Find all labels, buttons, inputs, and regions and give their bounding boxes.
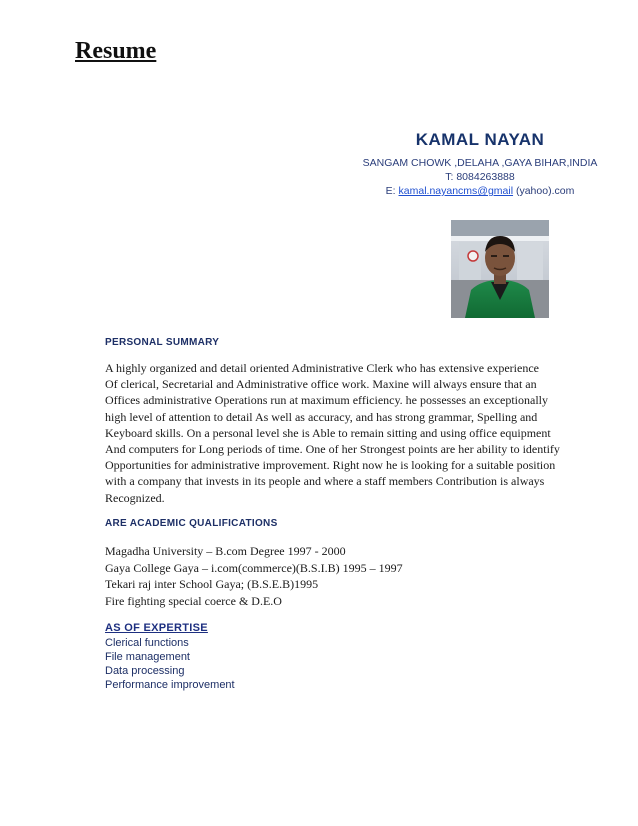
academic-item: Tekari raj inter School Gaya; (B.S.E.B)1995 bbox=[105, 577, 319, 591]
summary-line: Keyboard skills. On a personal level she is Able to remain sitting and using office equipment bbox=[105, 425, 551, 440]
academic-item: Fire fighting special coerce & D.E.O bbox=[105, 593, 282, 608]
resume-title: Resume bbox=[75, 38, 157, 64]
expertise-item: Clerical functions bbox=[105, 637, 189, 649]
summary-line: Recognized. bbox=[105, 490, 165, 505]
summary-line: And computers for Long periods of time. One of her Strongest points are her ability to identify bbox=[105, 442, 560, 457]
contact-header bbox=[360, 130, 600, 198]
profile-photo bbox=[451, 220, 549, 318]
personal-summary-heading: PERSONAL SUMMARY bbox=[105, 337, 220, 348]
phone-line: T: 8084263888 bbox=[445, 171, 515, 183]
expertise-item: File management bbox=[105, 651, 190, 663]
address-line: SANGAM CHOWK ,DELAHA ,GAYA BIHAR,INDIA bbox=[362, 157, 598, 169]
email-line bbox=[360, 184, 600, 198]
academic-item: Gaya College Gaya – i.com(commerce)(B.S.I.B) 1995 – 1997 bbox=[105, 560, 403, 575]
summary-line: Of clerical, Secretarial and Administrative office work. Maxine will always ensure that an bbox=[105, 377, 537, 392]
email-prefix: E: bbox=[385, 185, 399, 197]
summary-line: Offices administrative Operations run at maximum efficiency. he possesses an exceptionally bbox=[105, 393, 548, 408]
summary-line: A highly organized and detail oriented Administrative Clerk who has extensive experience bbox=[105, 361, 539, 375]
expertise-item: Performance improvement bbox=[105, 679, 235, 691]
personal-summary-body bbox=[105, 360, 595, 506]
academic-list bbox=[105, 543, 403, 609]
expertise-list bbox=[105, 636, 235, 692]
expertise-heading: AS OF EXPERTISE bbox=[105, 622, 208, 634]
email-link[interactable]: kamal.nayancms@gmail bbox=[398, 185, 514, 197]
candidate-name: KAMAL NAYAN bbox=[415, 130, 545, 149]
summary-line: high level of attention to detail As well as accuracy, and has strong grammar, Spelling and bbox=[105, 409, 538, 424]
academic-heading: ARE ACADEMIC QUALIFICATIONS bbox=[105, 518, 278, 529]
summary-line: with a company that invests in its people and where a staff members Contribution is always bbox=[105, 474, 545, 489]
email-suffix: (yahoo).com bbox=[513, 185, 575, 197]
summary-line: Opportunities for administrative improvement. Right now he is looking for a suitable position bbox=[105, 458, 556, 473]
academic-item: Magadha University – B.com Degree 1997 - 2000 bbox=[105, 544, 346, 558]
expertise-item: Data processing bbox=[105, 665, 185, 677]
